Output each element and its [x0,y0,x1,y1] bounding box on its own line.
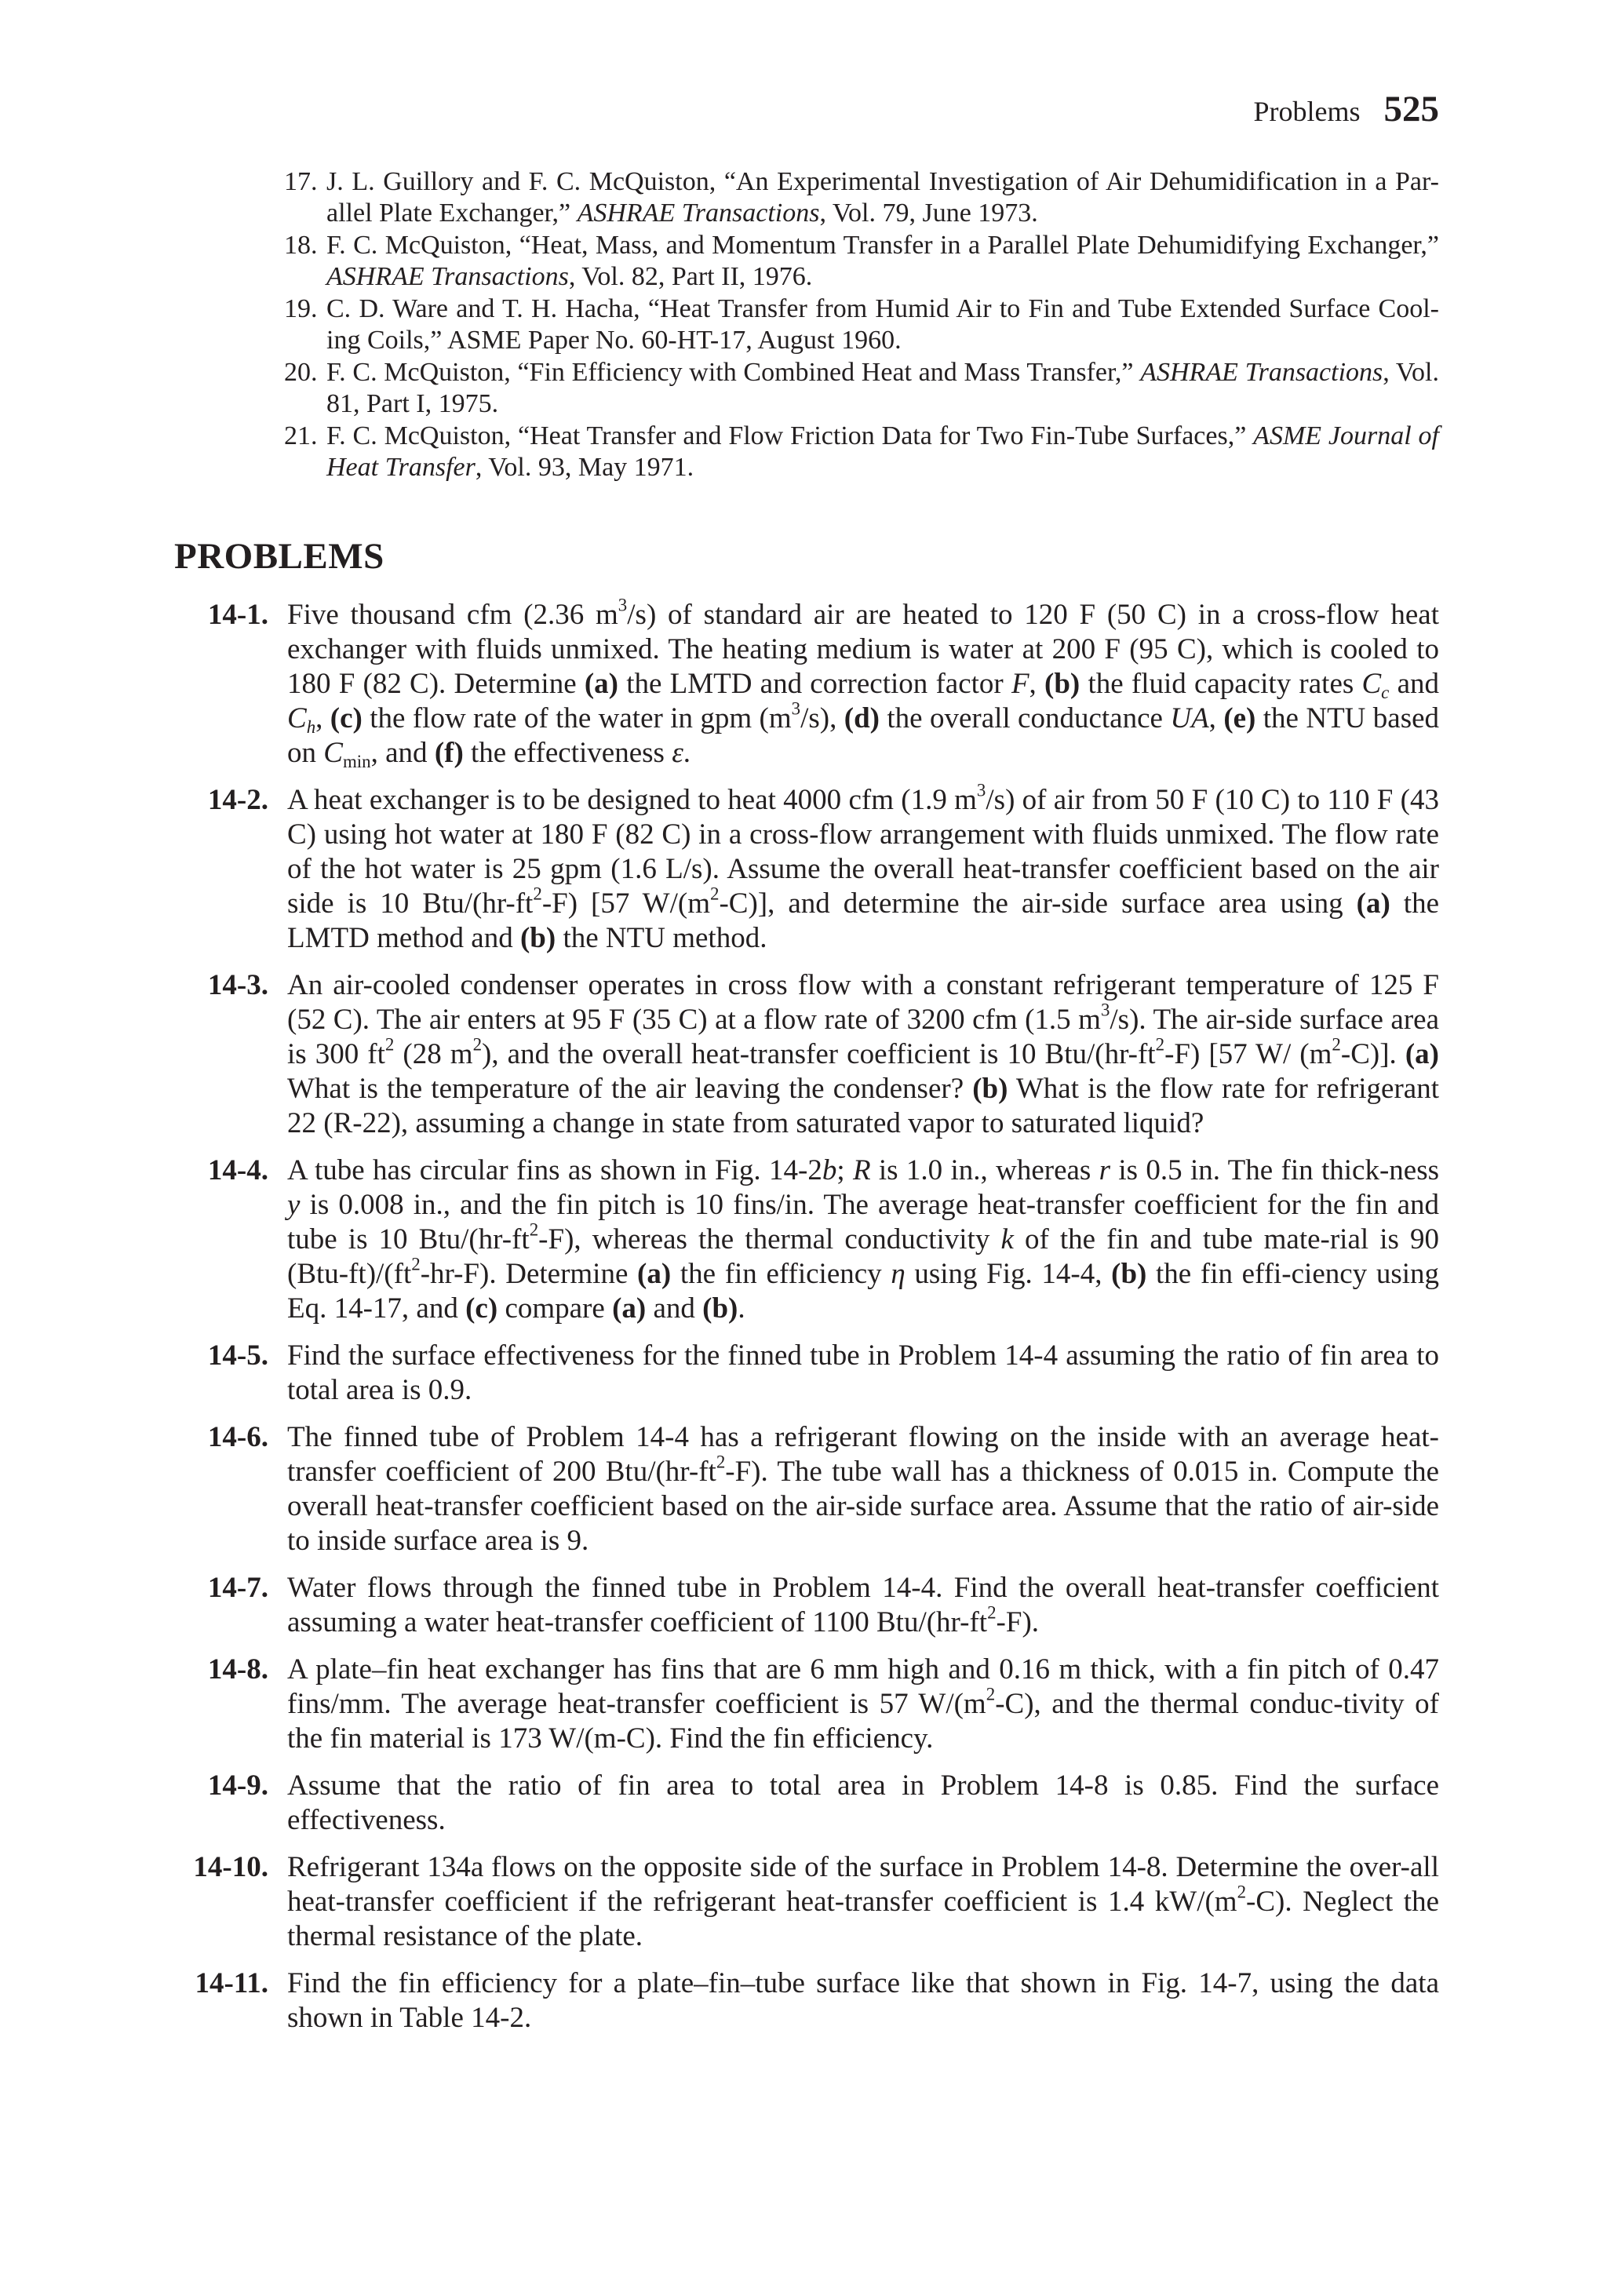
problem-text: Assume that the ratio of fin area to total area in Problem 14-8 is 0.85. Find the surface effectiveness. [287,1769,1439,1836]
problem-text: Find the fin efficiency for a plate–fin–tube surface like that shown in Fig. 14-7, using the data shown in Table 14-2. [287,1967,1439,2034]
problem-text: Find the surface effectiveness for the finned tube in Problem 14-4 assuming the ratio of fin area to total area is 0.9. [287,1339,1439,1406]
problem-number: 14-10. [193,1851,268,1883]
problem-number: 14-7. [207,1572,268,1604]
reference-text: J. L. Guillory and F. C. McQuiston, “An Experimental Investigation of Air Dehumidification in a Par-allel Plate Exchanger,” ASHRAE Transactions, Vol. 79, June 1973. [326,167,1439,228]
problem-number: 14-2. [207,784,268,816]
reference-number: 20. [284,358,318,387]
page-number: 525 [1383,89,1439,129]
reference-text: F. C. McQuiston, “Fin Efficiency with Combined Heat and Mass Transfer,” ASHRAE Transactions, Vol. 81, Part I, 1975. [326,358,1439,418]
reference-list [284,166,1439,484]
reference-item [284,357,1439,420]
problem-text: A heat exchanger is to be designed to heat 4000 cfm (1.9 $m^3/s$) of air from 50 F (10 C) to 110 F (43 C) using hot water at 180 F (82 C) in a cross-flow arrangement with fluids unmixed. The flow rate of the hot water is 25 gpm (1.6 L/s). Assume the overall heat-transfer coefficient based on the air side is 10 Btu/$(hr-ft^2-F)$ [57 $W/(m^2-C)$], and determine the air-side surface area using (a) the LMTD method and (b) the NTU method. [287,780,1440,954]
reference-number: 18. [284,231,318,260]
problem-item [174,1769,1439,1838]
problem-text: A tube has circular fins as shown in Fig. 14-2b; R is 1.0 in., whereas r is 0.5 in. The fin thick-ness y is 0.008 in., and the fin pitch is 10 fins/in. The average heat-transfer coefficient for the fin and tube is 10 Btu/$(hr-ft^2-F)$, whereas the thermal conductivity k of the fin and tube mate-rial is 90 $(Btu-ft)/(ft^2-hr-F)$. Determine (a) the fin efficiency η using Fig. 14-4, (b) the fin effi-ciency using Eq. 14-17, and (c) compare (a) and (b). [287,1154,1440,1325]
reference-item [284,166,1439,229]
problem-text: The finned tube of Problem 14-4 has a refrigerant flowing on the inside with an average heat-transfer coefficient of 200 Btu/$(hr-ft^2-F)$. The tube wall has a thickness of 0.015 in. Compute the overall heat-transfer coefficient based on the air-side surface area. Assume that the ratio of air-side to inside surface area is 9. [287,1421,1439,1557]
problem-item [174,1653,1439,1756]
problem-item [174,1420,1439,1558]
reference-item [284,230,1439,293]
running-head [1253,88,1439,130]
problem-text: Water flows through the finned tube in Problem 14-4. Find the overall heat-transfer coefficient assuming a water heat-transfer coefficient of 1100 Btu/$(hr-ft^2-F)$. [287,1572,1439,1638]
reference-item [284,421,1439,483]
problem-item [174,1850,1439,1954]
problem-item [174,1966,1439,2035]
problem-item [174,1339,1439,1408]
section-title: PROBLEMS [174,536,384,577]
problem-text: Five thousand cfm (2.36 $m^3/s$) of standard air are heated to 120 F (50 C) in a cross-flow heat exchanger with fluids unmixed. The heating medium is water at 200 F (95 C), which is cooled to 180 F (82 C). Determine (a) the LMTD and correction factor F, (b) the fluid capacity rates $C_c$ and $C_h$, (c) the flow rate of the water in gpm $(m^3/s)$, (d) the overall conductance UA, (e) the NTU based on $C_{min}$, and (f) the effectiveness ε. [287,595,1440,771]
problem-text: A plate–fin heat exchanger has fins that are 6 mm high and 0.16 m thick, with a fin pitch of 0.47 fins/mm. The average heat-transfer coefficient is 57 $W/(m^2-C)$, and the thermal conduc-tivity of the fin material is 173 W/(m-C). Find the fin efficiency. [287,1653,1439,1755]
problem-item [174,968,1439,1141]
problem-item [174,780,1440,956]
problem-number: 14-8. [207,1653,268,1686]
problem-number: 14-6. [207,1421,268,1453]
reference-text: F. C. McQuiston, “Heat, Mass, and Momentum Transfer in a Parallel Plate Dehumidifying Exchanger,” ASHRAE Transactions, Vol. 82, Part II, 1976. [326,231,1439,291]
problem-item [174,1153,1439,1326]
problem-text: Refrigerant 134a flows on the opposite side of the surface in Problem 14-8. Determine the over-all heat-transfer coefficient if the refrigerant heat-transfer coefficient is 1.4 $kW/(m^2-C)$. Neglect the thermal resistance of the plate. [287,1851,1439,1952]
reference-text: F. C. McQuiston, “Heat Transfer and Flow Friction Data for Two Fin-Tube Surfaces,” ASME Journal of Heat Transfer, Vol. 93, May 1971. [326,421,1439,482]
reference-number: 21. [284,421,318,450]
problem-list [174,595,1440,2048]
problem-item [174,1571,1439,1640]
problem-number: 14-3. [207,969,268,1001]
running-head-title: Problems [1253,96,1361,127]
problem-number: 14-5. [207,1339,268,1372]
reference-text: C. D. Ware and T. H. Hacha, “Heat Transfer from Humid Air to Fin and Tube Extended Surface Cool-ing Coils,” ASME Paper No. 60-HT-17, August 1960. [326,294,1439,355]
problem-number: 14-1. [207,599,268,631]
problem-number: 14-9. [207,1769,268,1802]
problem-item [174,595,1440,771]
problem-number: 14-4. [207,1154,268,1186]
reference-number: 17. [284,167,318,196]
problem-text: An air-cooled condenser operates in cross flow with a constant refrigerant temperature of 125 F (52 C). The air enters at 95 F (35 C) at a flow rate of 3200 cfm (1.5 $m^3/s$). The air-side surface area is 300 $ft^2$ (28 $m^2$), and the overall heat-transfer coefficient is 10 Btu/$(hr-ft^2-F)$ [57 W/ $(m^2-C)$]. (a) What is the temperature of the air leaving the condenser? (b) What is the flow rate for refrigerant 22 (R-22), assuming a change in state from saturated vapor to saturated liquid? [287,969,1439,1139]
reference-number: 19. [284,294,318,323]
problem-number: 14-11. [195,1967,268,1999]
reference-item [284,293,1439,356]
